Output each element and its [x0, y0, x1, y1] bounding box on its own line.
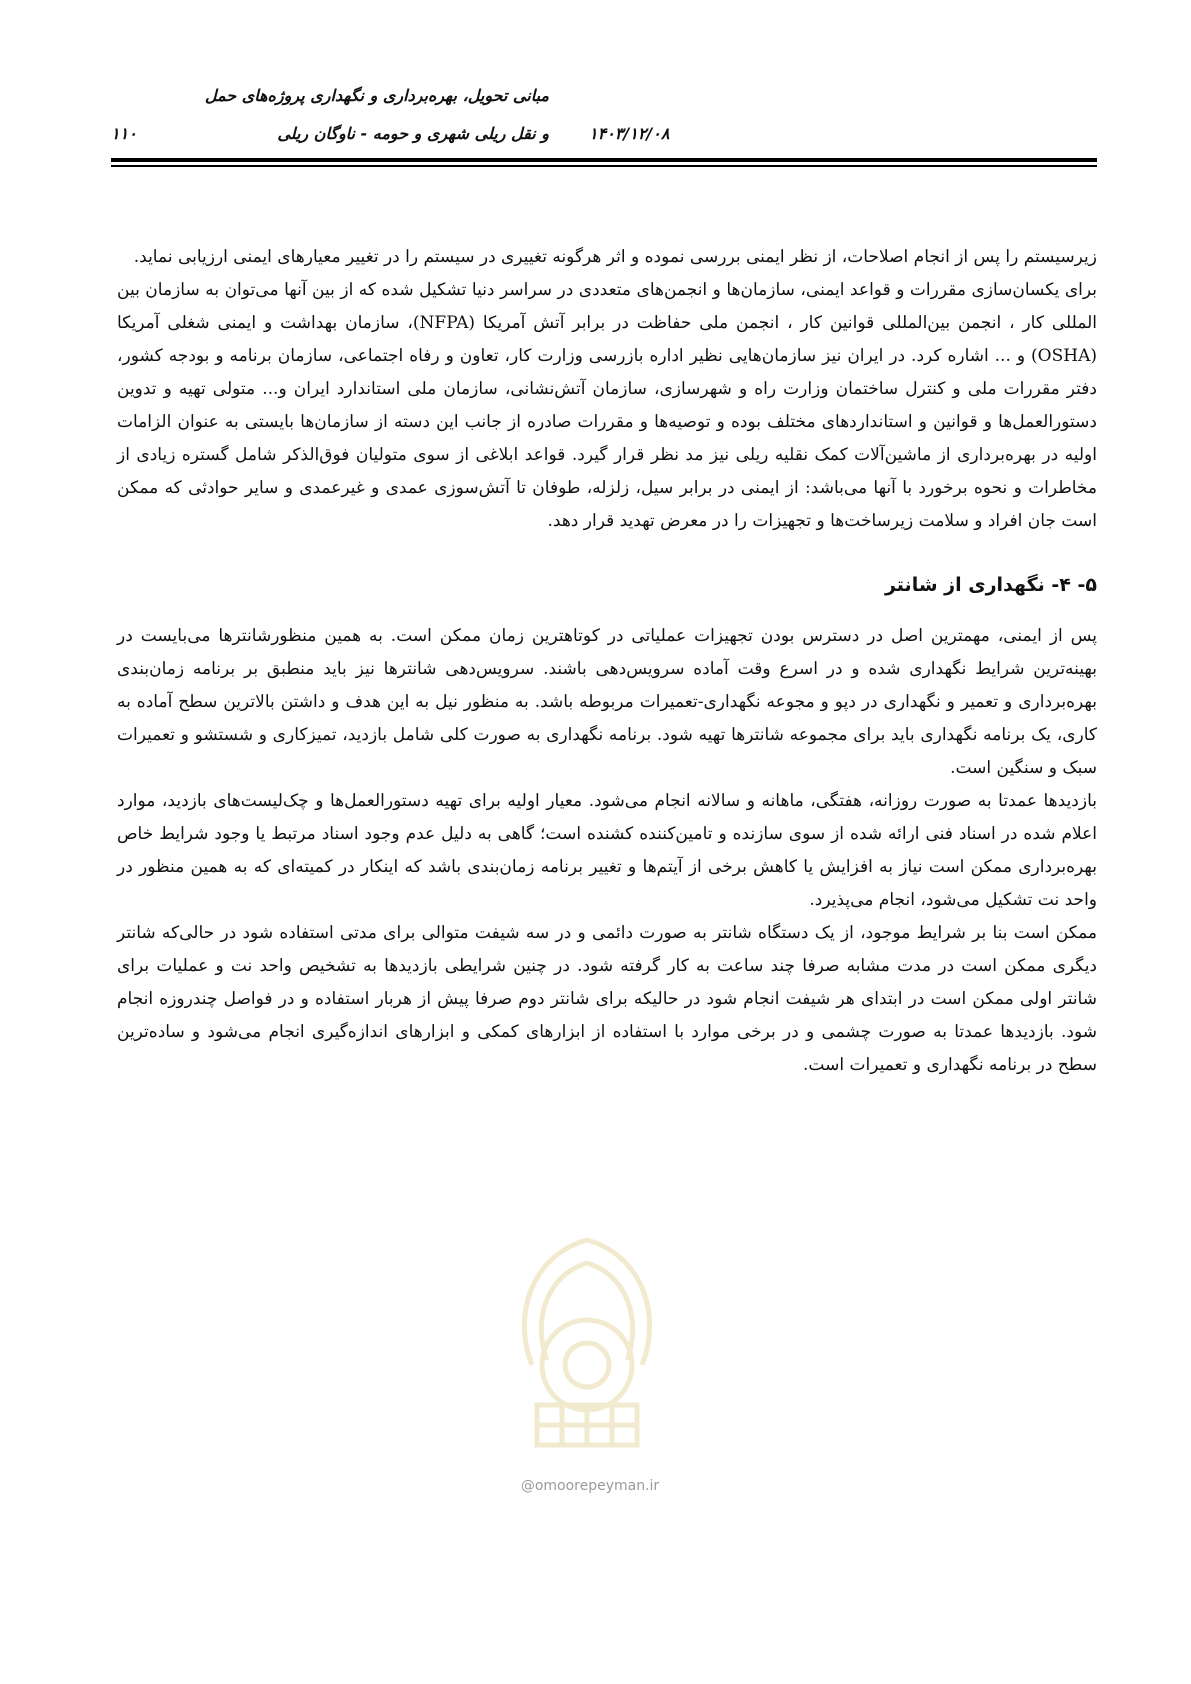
paragraph-2: برای یکسان‌سازی مقررات و قواعد ایمنی، سازمان‌ها و انجمن‌های متعددی در سراسر دنیا تشکیل شده که از بین آنها می‌توان به سازمان بین المللی کار ، انجمن بین‌المللی قوانین کار ، انجمن ملی حفاظت در برابر آتش آمریکا (NFPA)، سازمان بهداشت و ایمنی شغلی آمریکا (OSHA) و ... اشاره کرد. در ایران نیز سازمان‌هایی نظیر اداره بازرسی وزارت کار، تعاون و رفاه اجتماعی، سازمان برنامه و بودجه کشور، دفتر مقررات ملی و کنترل ساختمان وزارت راه و شهرسازی، سازمان آتش‌نشانی، سازمان ملی استاندارد ایران و... متولی تهیه و تدوین دستورالعمل‌ها و قوانین و استانداردهای مختلف بوده و توصیه‌ها و مقررات صادره از جانب این دسته از سازمان‌ها بایستی به عنوان الزامات اولیه در بهره‌برداری از ماشین‌آلات کمک نقلیه ریلی نیز مد نظر قرار گیرد. قواعد ابلاغی از سوی متولیان فوق‌الذکر شامل گستره زیادی از مخاطرات و نحوه برخورد با آنها می‌باشد: از ایمنی در برابر سیل، زلزله، طوفان تا آتش‌سوزی عمدی و غیرعمدی و سایر حوادثی که ممکن است جان افراد و سلامت زیرساخت‌ها و تجهیزات را در معرض تهدید قرار دهد.: [117, 280, 1097, 531]
header-rule-thin: [111, 165, 1097, 167]
paragraph-1: زیرسیستم را پس از انجام اصلاحات، از نظر ایمنی بررسی نموده و اثر هرگونه تغییری در سیستم را در تغییر معیارهای ایمنی ارزیابی نماید.: [133, 247, 1097, 267]
section-heading: ۵- ۴- نگهداری از شانتر: [884, 574, 1097, 596]
watermark-text: @omoorepeyman.ir: [520, 1478, 660, 1494]
page-body: [117, 241, 1097, 1082]
page-number: ۱۱۰: [111, 124, 137, 143]
page-header: [111, 78, 1097, 158]
paragraph-4: بازدیدها عمدتا به صورت روزانه، هفتگی، ماهانه و سالانه انجام می‌شود. معیار اولیه برای تهیه دستورالعمل‌ها و چک‌لیست‌های بازدید، موارد اعلام شده در اسناد فنی ارائه شده از سوی سازنده و تامین‌کننده کشنده است؛ گاهی به دلیل عدم وجود اسناد مرتبط یا وجود شرایط خاص بهره‌برداری ممکن است نیاز به افزایش یا کاهش برخی از آیتم‌ها و تغییر برنامه زمان‌بندی باشد که اینکار در کمیته‌ای که به همین منظور در واحد نت تشکیل می‌شود، انجام می‌پذیرد.: [117, 791, 1097, 910]
header-date: ۱۴۰۳/۱۲/۰۸: [589, 124, 670, 143]
header-title-line2: و نقل ریلی شهری و حومه - ناوگان ریلی: [277, 124, 549, 143]
paragraph-5: ممکن است بنا بر شرایط موجود، از یک دستگاه شانتر به صورت دائمی و در سه شیفت متوالی برای مدتی استفاده شود در حالی‌که شانتر دیگری ممکن است در مدت مشابه صرفا چند ساعت به کار گرفته شود. در چنین شرایطی بازدیدها به تشخیص واحد نت و عملیات برای شانتر اولی ممکن است در ابتدای هر شیفت انجام شود در حالیکه برای شانتر دوم صرفا پیش از هربار استفاده و در فواصل چندروزه انجام شود. بازدیدها عمدتا به صورت چشمی و در برخی موارد با استفاده از ابزارهای کمکی و ابزارهای اندازه‌گیری انجام می‌شود و ساده‌ترین سطح در برنامه نگهداری و تعمیرات است.: [117, 923, 1097, 1075]
watermark-logo-icon: [492, 1215, 682, 1455]
paragraph-3: پس از ایمنی، مهمترین اصل در دسترس بودن تجهیزات عملیاتی در کوتاهترین زمان ممکن است. به همین منظورشانترها می‌بایست در بهینه‌ترین شرایط نگهداری شده و در اسرع وقت آماده سرویس‌دهی باشند. سرویس‌دهی شانترها نیز باید منطبق بر برنامه زمان‌بندی بهره‌برداری و تعمیر و نگهداری در دپو و مجوعه نگهداری-تعمیرات مربوطه باشد. به منظور نیل به این هدف و داشتن بالاترین سطح آماده به کاری، یک برنامه نگهداری باید برای مجموعه شانترها تهیه شود. برنامه نگهداری به صورت کلی شامل بازدید، تمیزکاری و شستشو و تعمیرات سبک و سنگین است.: [117, 626, 1097, 778]
header-title-line1: مبانی تحویل، بهره‌برداری و نگهداری پروژه‌های حمل: [204, 86, 549, 105]
header-rule-thick: [111, 158, 1097, 162]
